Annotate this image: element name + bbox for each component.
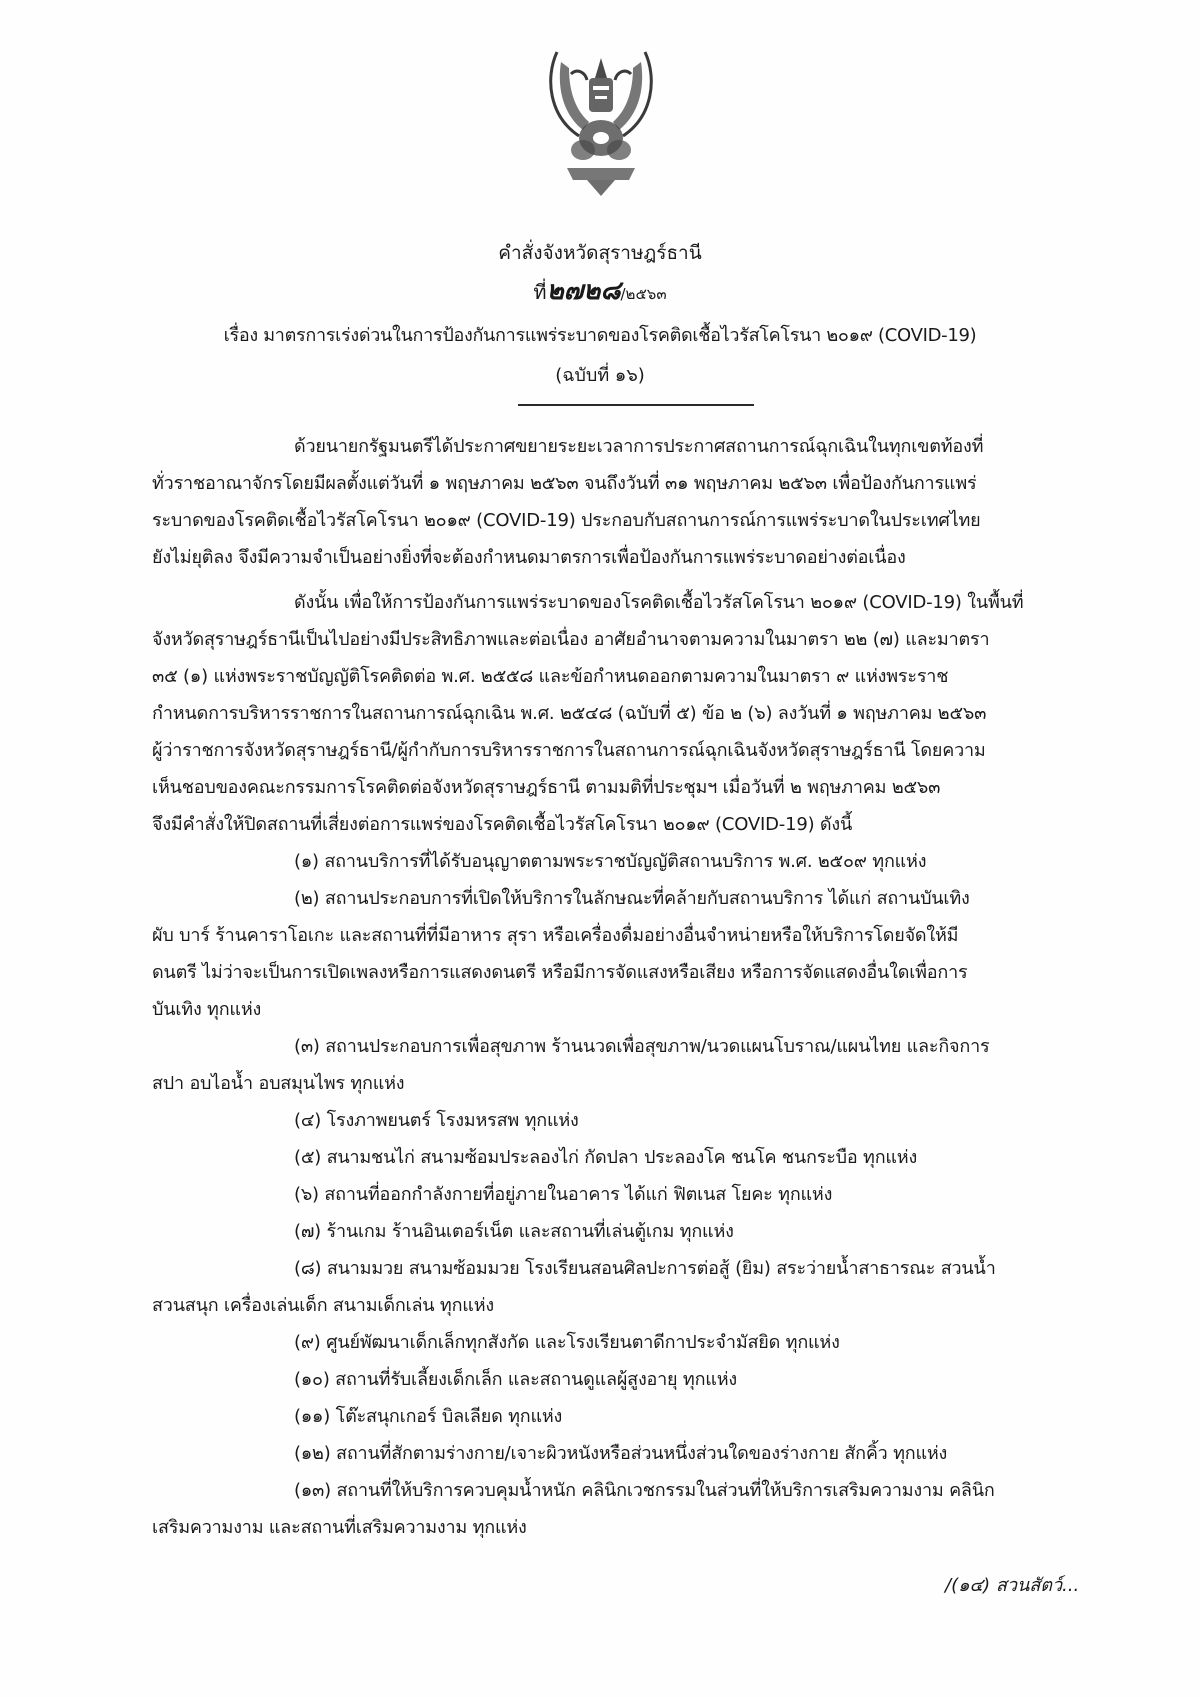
paragraph-line: ระบาดของโรคติดเชื้อไวรัสโคโรนา ๒๐๑๙ (COVID-19) ประกอบกับสถานการณ์การแพร่ระบาดในประเทศไทย (152, 510, 981, 531)
list-item-5: (๕) สนามชนไก่ สนามซ้อมประลองไก่ กัดปลา ประลองโค ชนโค ชนกระบือ ทุกแห่ง (294, 1147, 918, 1168)
list-item-8: (๘) สนามมวย สนามซ้อมมวย โรงเรียนสอนศิลปะการต่อสู้ (ยิม) สระว่ายน้ำสาธารณะ สวนน้ำ สวนสนุก เครื่องเล่นเด็ก สนามเด็กเล่น ทุกแห่ง (152, 1258, 996, 1316)
paragraph-line: กำหนดการบริหารราชการในสถานการณ์ฉุกเฉิน พ.ศ. ๒๕๔๘ (ฉบับที่ ๕) ข้อ ๒ (๖) ลงวันที่ ๑ พฤษภาคม ๒๕๖๓ (152, 703, 987, 724)
list-item-10: (๑๐) สถานที่รับเลี้ยงเด็กเล็ก และสถานดูแลผู้สูงอายุ ทุกแห่ง (294, 1369, 737, 1390)
list-item-11: (๑๑) โต๊ะสนุกเกอร์ บิลเลียด ทุกแห่ง (294, 1406, 563, 1427)
list-item-1: (๑) สถานบริการที่ได้รับอนุญาตตามพระราชบัญญัติสถานบริการ พ.ศ. ๒๕๐๙ ทุกแห่ง (294, 851, 927, 872)
list-item-6: (๖) สถานที่ออกกำลังกายที่อยู่ภายในอาคาร ได้แก่ ฟิตเนส โยคะ ทุกแห่ง (294, 1184, 833, 1205)
paragraph-line: ด้วยนายกรัฐมนตรีได้ประกาศขยายระยะเวลาการประกาศสถานการณ์ฉุกเฉินในทุกเขตท้องที่ (294, 436, 984, 457)
order-number-prefix: ที่ (533, 280, 547, 304)
order-number-handwritten: ๒๗๒๘ (546, 276, 621, 306)
list-item-2: (๒) สถานประกอบการที่เปิดให้บริการในลักษณะที่คล้ายกับสถานบริการ ได้แก่ สถานบันเทิง ผับ บาร์ ร้านคาราโอเกะ และสถานที่ที่มีอาหาร สุรา หรือเครื่องดื่มอย่างอื่นจำหน่ายหรือให้บริการโดยจัดให้มี ดนตรี ไม่ว่าจะเป็นการเปิดเพลงหรือการแสดงดนตรี หรือมีการจัดแสงหรือเสียง หรือการจัดแสดงอื่นใดเพื่อการ บันเทิง ทุกแห่ง (152, 888, 970, 1020)
document-title: คำสั่งจังหวัดสุราษฎร์ธานี (498, 242, 702, 264)
paragraph-line: จึงมีคำสั่งให้ปิดสถานที่เสี่ยงต่อการแพร่ของโรคติดเชื้อไวรัสโคโรนา ๒๐๑๙ (COVID-19) ดังนี้ (152, 814, 853, 835)
garuda-emblem-icon (543, 38, 659, 198)
list-item-3: (๓) สถานประกอบการเพื่อสุขภาพ ร้านนวดเพื่อสุขภาพ/นวดแผนโบราณ/แผนไทย และกิจการ สปา อบไอน้ำ อบสมุนไพร ทุกแห่ง (152, 1036, 990, 1094)
title-divider (518, 404, 754, 406)
paragraph-line: ยังไม่ยุติลง จึงมีความจำเป็นอย่างยิ่งที่จะต้องกำหนดมาตรการเพื่อป้องกันการแพร่ระบาดอย่างต่อเนื่อง (152, 547, 906, 568)
paragraph-line: ผู้ว่าราชการจังหวัดสุราษฎร์ธานี/ผู้กำกับการบริหารราชการในสถานการณ์ฉุกเฉินจังหวัดสุราษฎร์ธานี โดยความ (152, 740, 986, 761)
list-item-9: (๙) ศูนย์พัฒนาเด็กเล็กทุกสังกัด และโรงเรียนตาดีกาประจำมัสยิด ทุกแห่ง (294, 1332, 840, 1353)
list-item-7: (๗) ร้านเกม ร้านอินเตอร์เน็ต และสถานที่เล่นตู้เกม ทุกแห่ง (294, 1221, 734, 1242)
list-item-4: (๔) โรงภาพยนตร์ โรงมหรสพ ทุกแห่ง (294, 1110, 579, 1131)
paragraph-line: เห็นชอบของคณะกรรมการโรคติดต่อจังหวัดสุราษฎร์ธานี ตามมติที่ประชุมฯ เมื่อวันที่ ๒ พฤษภาคม ๒๕๖๓ (152, 777, 941, 798)
order-number (0, 270, 1200, 311)
order-number-year: /๒๕๖๓ (620, 285, 667, 303)
document-subject: เรื่อง มาตรการเร่งด่วนในการป้องกันการแพร่ระบาดของโรคติดเชื้อไวรัสโคโรนา ๒๐๑๙ (COVID-19) (223, 325, 977, 346)
paragraph-authority (152, 584, 1090, 843)
document-edition: (ฉบับที่ ๑๖) (555, 365, 645, 386)
paragraph-line: จังหวัดสุราษฎร์ธานีเป็นไปอย่างมีประสิทธิภาพและต่อเนื่อง อาศัยอำนาจตามความในมาตรา ๒๒ (๗) และมาตรา (152, 629, 990, 650)
page-continuation-marker: /(๑๔) สวนสัตว์... (945, 1575, 1080, 1596)
list-item-12: (๑๒) สถานที่สักตามร่างกาย/เจาะผิวหนังหรือส่วนหนึ่งส่วนใดของร่างกาย สักคิ้ว ทุกแห่ง (294, 1443, 948, 1464)
paragraph-line: ดังนั้น เพื่อให้การป้องกันการแพร่ระบาดของโรคติดเชื้อไวรัสโคโรนา ๒๐๑๙ (COVID-19) ในพื้นที่ (294, 592, 1024, 613)
paragraph-line: ๓๕ (๑) แห่งพระราชบัญญัติโรคติดต่อ พ.ศ. ๒๕๕๘ และข้อกำหนดออกตามความในมาตรา ๙ แห่งพระราช (152, 666, 949, 687)
paragraph-preamble (152, 428, 1090, 576)
closure-list (152, 843, 1090, 1546)
paragraph-line: ทั่วราชอาณาจักรโดยมีผลตั้งแต่วันที่ ๑ พฤษภาคม ๒๕๖๓ จนถึงวันที่ ๓๑ พฤษภาคม ๒๕๖๓ เพื่อป้องกันการแพร่ (152, 473, 977, 494)
list-item-13: (๑๓) สถานที่ให้บริการควบคุมน้ำหนัก คลินิกเวชกรรมในส่วนที่ให้บริการเสริมความงาม คลินิก เสริมความงาม และสถานที่เสริมความงาม ทุกแห่ง (152, 1480, 995, 1538)
